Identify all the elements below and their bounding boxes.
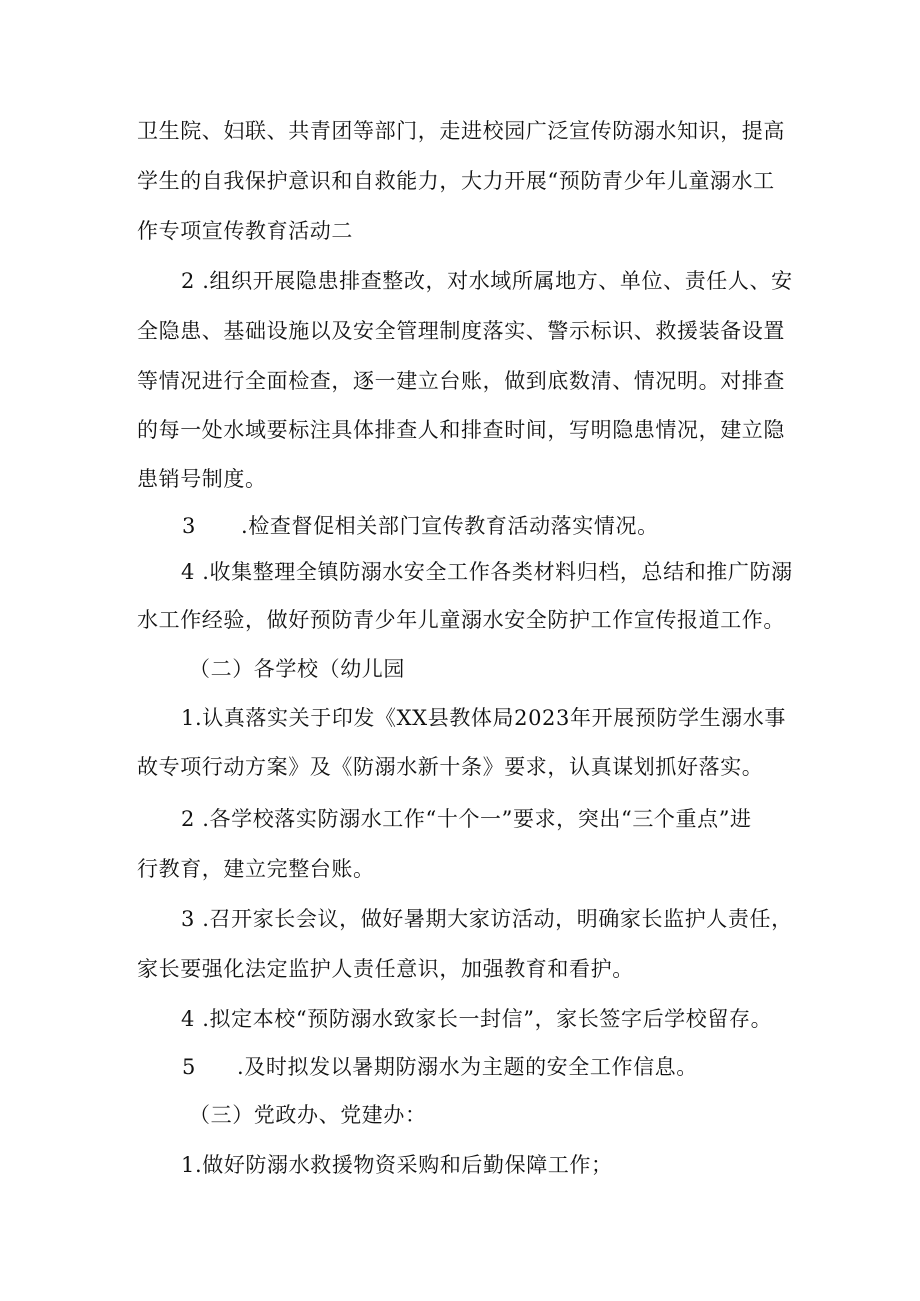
paragraph-line: 作专项宣传教育活动二 (137, 219, 353, 243)
paragraph-line: 的每一处水域要标注具体排查人和排查时间，写明隐患情况，建立隐 (137, 418, 785, 442)
paragraph-line: 3 .召开家长会议，做好暑期大家访活动，明确家长监护人责任， (181, 907, 793, 931)
paragraph-line: 家长要强化法定监护人责任意识，加强教育和看护。 (137, 957, 634, 981)
paragraph-line: .及时拟发以暑期防溺水为主题的安全工作信息。 (237, 1055, 698, 1079)
paragraph-line: 卫生院、妇联、共青团等部门，走进校园广泛宣传防溺水知识，提高 (137, 119, 785, 143)
paragraph-line: 故专项行动方案》及《防溺水新十条》要求，认真谋划抓好落实。 (137, 755, 764, 779)
paragraph-line: .检查督促相关部门宣传教育活动落实情况。 (241, 514, 659, 538)
paragraph-line: 等情况进行全面检查，逐一建立台账，做到底数清、情况明。对排查 (137, 369, 785, 393)
section-heading: （二）各学校（幼儿园 (189, 657, 405, 681)
paragraph-line: 全隐患、基础设施以及安全管理制度落实、警示标识、救援装备设置 (137, 319, 785, 343)
item-number: 3 (182, 514, 196, 538)
item-number: 5 (182, 1055, 196, 1079)
paragraph-line: 2 .各学校落实防溺水工作“十个一”要求，突出“三个重点”进 (181, 807, 752, 831)
paragraph-line: 学生的自我保护意识和自救能力，大力开展“预防青少年儿童溺水工 (137, 169, 775, 193)
paragraph-line: 1.做好防溺水救援物资采购和后勤保障工作； (181, 1153, 613, 1177)
section-heading: （三）党政办、党建办： (189, 1103, 427, 1127)
paragraph-line: 2 .组织开展隐患排查整改，对水域所属地方、单位、责任人、安 (181, 269, 793, 293)
paragraph-line: 1.认真落实关于印发《XX县教体局2023年开展预防学生溺水事 (181, 706, 786, 730)
paragraph-line: 4 .拟定本校“预防溺水致家长一封信”，家长签字后学校留存。 (181, 1007, 773, 1031)
paragraph-line: 4 .收集整理全镇防溺水安全工作各类材料归档，总结和推广防溺 (181, 560, 793, 584)
paragraph-line: 水工作经验，做好预防青少年儿童溺水安全防护工作宣传报道工作。 (137, 608, 785, 632)
paragraph-line: 行教育，建立完整台账。 (137, 857, 375, 881)
paragraph-line: 患销号制度。 (137, 467, 267, 491)
